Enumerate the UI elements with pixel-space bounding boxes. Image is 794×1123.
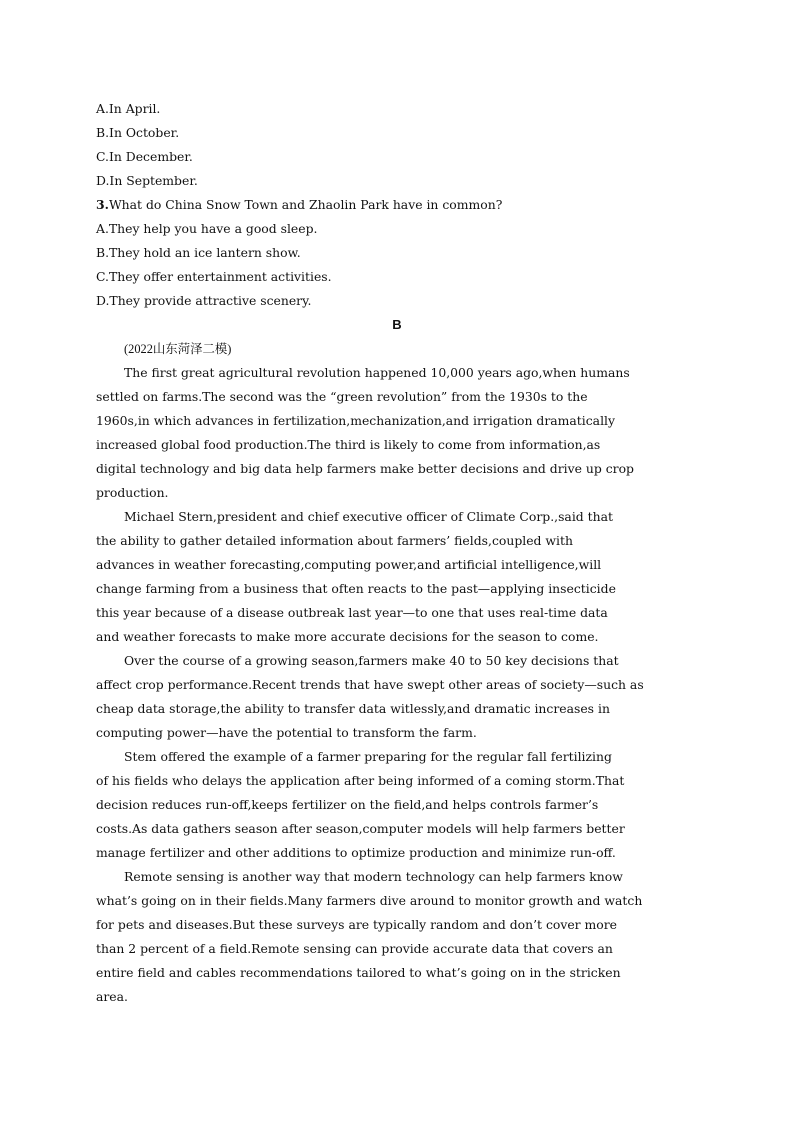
passage-line: production. xyxy=(96,485,169,500)
passage-line: settled on farms.The second was the “green revolution” from the 1930s to the xyxy=(96,389,588,404)
passage-line: Stem offered the example of a farmer preparing for the regular fall fertilizing xyxy=(124,749,612,764)
section-label: B xyxy=(392,317,402,332)
option-b-q3: B.They hold an ice lantern show. xyxy=(96,245,301,260)
passage-line: than 2 percent of a field.Remote sensing can provide accurate data that covers an xyxy=(96,941,613,956)
passage-line: Michael Stern,president and chief executive officer of Climate Corp.,said that xyxy=(124,509,613,524)
passage-line: decision reduces run-off,keeps fertilizer on the field,and helps controls farmer’s xyxy=(96,797,599,812)
question-text: What do China Snow Town and Zhaolin Park have in common? xyxy=(108,197,503,212)
passage-line: computing power—have the potential to transform the farm. xyxy=(96,725,477,740)
passage-line: increased global food production.The third is likely to come from information,as xyxy=(96,437,601,452)
passage-line: the ability to gather detailed information about farmers’ fields,coupled with xyxy=(96,533,573,548)
passage-line: what’s going on in their fields.Many farmers dive around to monitor growth and watch xyxy=(96,893,643,908)
passage-line: affect crop performance.Recent trends that have swept other areas of society—such as xyxy=(96,677,644,692)
source-note: (2022山东菏泽二模) xyxy=(124,342,232,356)
passage-line: and weather forecasts to make more accurate decisions for the season to come. xyxy=(96,629,599,644)
option-d-q3: D.They provide attractive scenery. xyxy=(96,293,312,308)
passage-line: area. xyxy=(96,989,128,1004)
passage-line: change farming from a business that often reacts to the past—applying insecticide xyxy=(96,581,616,596)
passage-line: Remote sensing is another way that modern technology can help farmers know xyxy=(124,869,623,884)
passage-line: this year because of a disease outbreak last year—to one that uses real-time data xyxy=(96,605,608,620)
passage-line: of his fields who delays the application after being informed of a coming storm.That xyxy=(96,773,625,788)
passage-line: for pets and diseases.But these surveys are typically random and don’t cover more xyxy=(96,917,618,932)
question-3 xyxy=(96,193,502,217)
question-number: 3. xyxy=(96,197,109,212)
passage-line: manage fertilizer and other additions to optimize production and minimize run-off. xyxy=(96,845,616,860)
passage-line: 1960s,in which advances in fertilization,mechanization,and irrigation dramatically xyxy=(96,413,615,428)
passage-line: advances in weather forecasting,computing power,and artificial intelligence,will xyxy=(96,557,602,572)
option-c-q2: C.In December. xyxy=(96,149,193,164)
option-c-q3: C.They offer entertainment activities. xyxy=(96,269,332,284)
passage-line: Over the course of a growing season,farmers make 40 to 50 key decisions that xyxy=(124,653,619,668)
option-a-q2: A.In April. xyxy=(96,101,161,116)
option-a-q3: A.They help you have a good sleep. xyxy=(96,221,318,236)
passage-line: costs.As data gathers season after season,computer models will help farmers better xyxy=(96,821,625,836)
option-d-q2: D.In September. xyxy=(96,173,198,188)
passage-line: entire field and cables recommendations tailored to what’s going on in the stricken xyxy=(96,965,621,980)
passage-line: cheap data storage,the ability to transfer data witlessly,and dramatic increases in xyxy=(96,701,610,716)
option-b-q2: B.In October. xyxy=(96,125,180,140)
passage-line: digital technology and big data help farmers make better decisions and drive up crop xyxy=(96,461,634,476)
passage-line: The first great agricultural revolution happened 10,000 years ago,when humans xyxy=(124,365,630,380)
